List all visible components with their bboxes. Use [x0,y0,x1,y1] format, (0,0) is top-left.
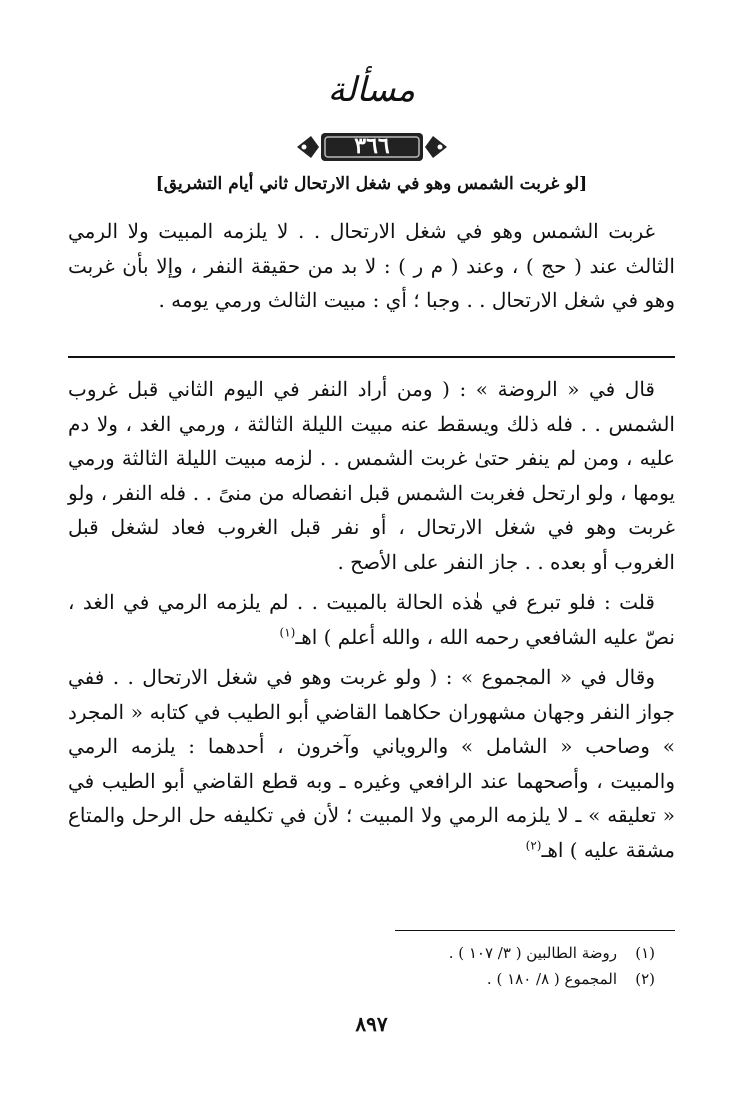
issue-number: ٣٦٦ [354,133,390,159]
footnote [68,940,675,966]
commentary-text: قلت : فلو تبرع في هٰذه الحالة بالمبيت . . لم يلزمه الرمي في الغد ، نصّ عليه الشافعي رحمه الله ، والله أعلم ) اهـ [68,590,675,649]
issue-heading: مسألة [327,70,416,110]
commentary-text: وقال في « المجموع » : ( ولو غربت وهو في شغل الارتحال . . ففي جواز النفر وجهان مشهوران حكاهما القاضي أبو الطيب في كتابه « المجرد » وصاحب « الشامل » والروياني وآخرون ، أحدهما : يلزمه الرمي والمبيت ، وأصحهما عند الرافعي وغيره ـ وبه قطع القاضي أبو الطيب في « تعليقه » ـ لا يلزمه الرمي ولا المبيت ؛ لأن في تكليفه حل الرحل والمتاع مشقة عليه ) اهـ [68,665,675,862]
footnote-mark: (١) [635,944,655,962]
commentary-paragraph [68,660,675,867]
footnote [68,966,675,992]
footnote-text: روضة الطالبين ( ٣/ ١٠٧ ) . [448,944,617,962]
commentary-paragraph [68,585,675,654]
main-text-block [68,214,675,318]
section-divider [68,356,675,358]
page-number: ٨٩٧ [355,1012,388,1036]
footnote-ref[interactable]: (٢) [525,837,542,852]
footnote-ref[interactable]: (١) [279,624,296,639]
main-text: غربت الشمس وهو في شغل الارتحال . . لا يلزمه المبيت ولا الرمي الثالث عند ( حج ) ، وعند ( م ر ) : لا بد من حقيقة النفر ، وإلا بأن غربت وهو في شغل الارتحال . . وجبا ؛ أي : مبيت الثالث ورمي يومه . [68,219,675,312]
commentary-paragraph [68,372,675,579]
commentary-block [68,372,675,867]
book-page [68,0,675,1108]
commentary-text: قال في « الروضة » : ( ومن أراد النفر في اليوم الثاني قبل غروب الشمس . . فله ذلك ويسقط عنه مبيت الليلة الثالثة ، ورمي الغد ، ولا دم عليه ، ومن لم ينفر حتىٰ غربت الشمس . . لزمه مبيت الليلة الثالثة ورمي يومها ، ولو ارتحل فغربت الشمس قبل انفصاله من منىً . . فله النفر ، ولو غربت وهو في شغل الارتحال ، أو نفر قبل الغروب فعاد لشغل قبل الغروب أو بعده . . جاز النفر على الأصح . [68,377,675,574]
issue-subtitle: [لو غربت الشمس وهو في شغل الارتحال ثاني أيام التشريق] [155,174,588,194]
footnotes [68,940,675,992]
footnote-divider [395,930,675,931]
issue-number-badge [297,130,447,164]
footnote-mark: (٢) [635,970,655,988]
footnote-text: المجموع ( ٨/ ١٨٠ ) . [486,970,617,988]
